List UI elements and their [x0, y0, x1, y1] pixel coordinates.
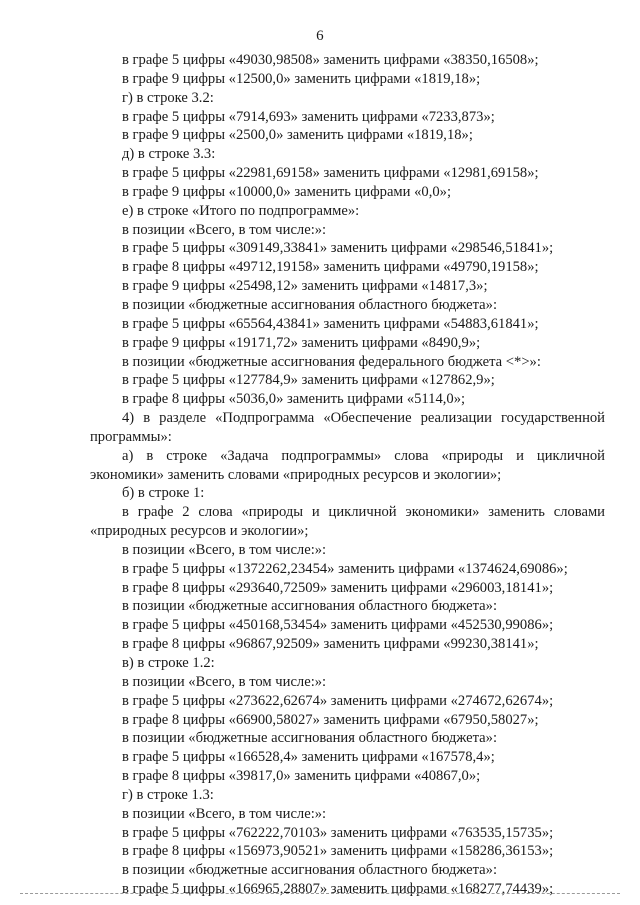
page-bottom-divider	[20, 893, 620, 894]
text-line: в графе 9 цифры «2500,0» заменить цифрами «1819,18»;	[122, 127, 473, 144]
text-line: 4) в разделе «Подпрограмма «Обеспечение реализации государственной	[122, 410, 605, 427]
text-line: в позиции «бюджетные ассигнования областного бюджета»:	[122, 862, 497, 879]
text-line: в) в строке 1.2:	[122, 655, 215, 671]
text-line: в графе 8 цифры «96867,92509» заменить цифрами «99230,38141»;	[122, 636, 539, 653]
text-line: в графе 5 цифры «7914,693» заменить цифрами «7233,873»;	[122, 108, 495, 125]
text-line: в графе 5 цифры «166965,28807» заменить цифрами «168277,74439»;	[122, 881, 554, 898]
text-line: в графе 8 цифры «66900,58027» заменить цифрами «67950,58027»;	[122, 711, 539, 728]
text-line: б) в строке 1:	[122, 485, 205, 502]
text-line: в графе 5 цифры «127784,9» заменить цифрами «127862,9»;	[122, 372, 495, 389]
text-line: в графе 8 цифры «49712,19158» заменить цифрами «49790,19158»;	[122, 259, 539, 276]
text-line: в графе 5 цифры «49030,98508» заменить цифрами «38350,16508»;	[122, 52, 539, 68]
text-line: в графе 5 цифры «309149,33841» заменить цифрами «298546,51841»;	[122, 240, 554, 257]
text-line: программы»:	[90, 428, 172, 445]
text-line: в позиции «бюджетные ассигнования федерального бюджета <*>»:	[122, 353, 541, 370]
text-line: в графе 8 цифры «156973,90521» заменить цифрами «158286,36153»;	[122, 843, 554, 860]
text-line: в позиции «Всего, в том числе:»:	[122, 221, 327, 238]
document-body	[90, 51, 605, 899]
text-line: в графе 5 цифры «22981,69158» заменить цифрами «12981,69158»;	[122, 165, 539, 182]
page-number: 6	[316, 28, 324, 44]
text-line: в графе 9 цифры «19171,72» заменить цифрами «8490,9»;	[122, 334, 481, 351]
text-line: в графе 9 цифры «25498,12» заменить цифрами «14817,3»;	[122, 278, 488, 295]
text-line: в графе 5 цифры «1372262,23454» заменить цифрами «1374624,69086»;	[122, 560, 568, 577]
text-line: в позиции «Всего, в том числе:»:	[122, 805, 327, 822]
text-line: в графе 8 цифры «39817,0» заменить цифрами «40867,0»;	[122, 768, 481, 785]
text-line: в графе 5 цифры «166528,4» заменить цифрами «167578,4»;	[122, 749, 495, 766]
text-line: в позиции «бюджетные ассигнования областного бюджета»:	[122, 296, 497, 313]
text-line: д) в строке 3.3:	[122, 146, 216, 163]
text-line: а) в строке «Задача подпрограммы» слова «природы и цикличной	[122, 447, 605, 464]
text-line: в позиции «Всего, в том числе:»:	[122, 673, 327, 690]
text-line: в графе 5 цифры «273622,62674» заменить цифрами «274672,62674»;	[122, 692, 554, 709]
text-line: в позиции «бюджетные ассигнования областного бюджета»:	[122, 730, 497, 747]
text-line: в позиции «Всего, в том числе:»:	[122, 541, 327, 558]
text-line: «природных ресурсов и экологии»;	[90, 523, 309, 540]
text-line: в графе 5 цифры «450168,53454» заменить цифрами «452530,99086»;	[122, 617, 554, 634]
text-line: в графе 8 цифры «5036,0» заменить цифрами «5114,0»;	[122, 391, 466, 408]
text-line: в графе 5 цифры «65564,43841» заменить цифрами «54883,61841»;	[122, 315, 539, 332]
text-line: в графе 9 цифры «12500,0» заменить цифрами «1819,18»;	[122, 70, 481, 87]
text-line: в графе 8 цифры «293640,72509» заменить цифрами «296003,18141»;	[122, 579, 554, 596]
text-line: в графе 5 цифры «762222,70103» заменить цифрами «763535,15735»;	[122, 824, 554, 841]
text-line: е) в строке «Итого по подпрограмме»:	[122, 202, 360, 219]
text-line: в графе 9 цифры «10000,0» заменить цифрами «0,0»;	[122, 183, 452, 200]
text-line: г) в строке 3.2:	[122, 89, 214, 106]
text-line: в позиции «бюджетные ассигнования областного бюджета»:	[122, 598, 497, 615]
text-line: г) в строке 1.3:	[122, 786, 214, 803]
text-line: в графе 2 слова «природы и цикличной экономики» заменить словами	[122, 504, 605, 521]
text-line: экономики» заменить словами «природных ресурсов и экологии»;	[90, 466, 502, 483]
